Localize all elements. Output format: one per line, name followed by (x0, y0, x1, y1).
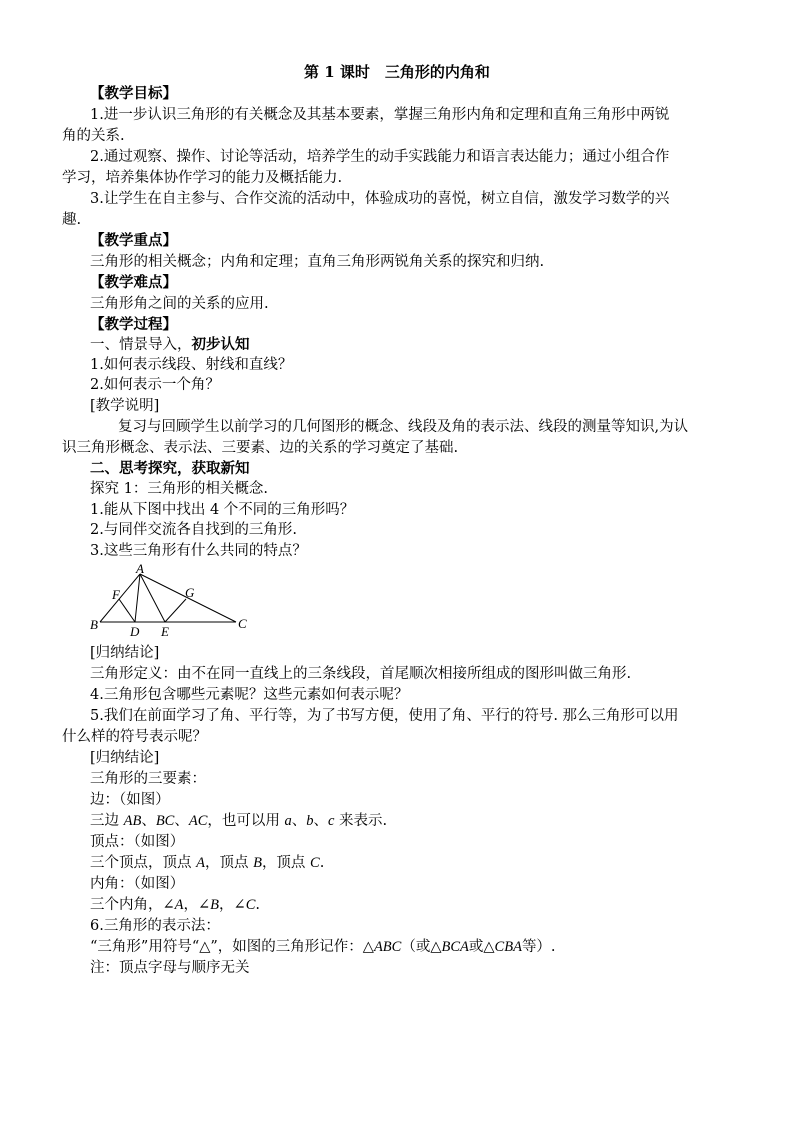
question-4: 4.三角形包含哪些元素呢？这些元素如何表示呢？ (90, 687, 409, 703)
label-b: B (90, 617, 98, 632)
teaching-note-line-2: 识三角形概念、表示法、三要素、边的关系的学习奠定了基础. (62, 440, 459, 456)
section-2-heading: 二、思考探究，获取新知 (90, 460, 250, 477)
remark: 注：顶点字母与顺序无关 (90, 960, 250, 976)
vertices-label: 顶点：（如图） (90, 834, 185, 850)
notation-text: “三角形”用符号“△”，如图的三角形记作：△ABC（或△BCA或△CBA等）. (90, 939, 556, 955)
difficulties-text: 三角形角之间的关系的应用. (90, 296, 269, 312)
label-d: D (130, 624, 140, 639)
teaching-note-label: [教学说明] (90, 398, 160, 414)
label-f: F (112, 587, 120, 602)
conclusion-1-label: [归纳结论] (90, 645, 160, 661)
triangle-definition: 三角形定义：由不在同一直线上的三条线段，首尾顺次相接所组成的图形叫做三角形. (90, 666, 632, 682)
question-5-line-2: 什么样的符号表示呢？ (62, 729, 207, 745)
three-elements: 三角形的三要素： (90, 771, 206, 787)
teaching-note-line-1: 复习与回顾学生以前学习的几何图形的概念、线段及角的表示法、线段的测量等知识,为认 (118, 419, 689, 435)
explore-1: 探究 1：三角形的相关概念. (90, 481, 268, 497)
key-points-text: 三角形的相关概念；内角和定理；直角三角形两锐角关系的探究和归纳. (90, 254, 545, 270)
sides-label: 边：（如图） (90, 792, 170, 808)
objective-1-line-2: 角的关系. (62, 128, 125, 144)
objectives-heading: 【教学目标】 (90, 85, 177, 102)
objective-3-line-1: 3.让学生在自主参与、合作交流的活动中，体验成功的喜悦，树立自信，激发学习数学的兴 (90, 191, 670, 207)
vertices-text: 三个顶点，顶点 A，顶点 B，顶点 C. (90, 855, 325, 871)
segment-fd (119, 599, 135, 622)
label-g: G (185, 585, 195, 600)
explore-question-2: 2.与同伴交流各自找到的三角形. (90, 522, 297, 538)
sides-text: 三边 AB、BC、AC，也可以用 a、b、c 来表示. (90, 813, 388, 829)
segment-ge (165, 599, 186, 622)
objective-1-line-1: 1.进一步认识三角形的有关概念及其基本要素，掌握三角形内角和定理和直角三角形中两锐 (90, 107, 670, 123)
explore-question-3: 3.这些三角形有什么共同的特点？ (90, 543, 307, 559)
triangle-figure (86, 562, 256, 642)
question-5-line-1: 5.我们在前面学习了角、平行等，为了书写方便，使用了角、平行的符号. 那么三角形可以用 (90, 708, 679, 724)
question-1: 1.如何表示线段、射线和直线？ (90, 357, 293, 373)
objective-2-line-1: 2.通过观察、操作、讨论等活动，培养学生的动手实践能力和语言表达能力；通过小组合作 (90, 149, 670, 165)
question-6: 6.三角形的表示法： (90, 918, 220, 934)
label-a: A (136, 562, 144, 576)
segment-ab (100, 574, 140, 622)
explore-question-1: 1.能从下图中找出 4 个不同的三角形吗？ (90, 502, 355, 518)
page-title: 第 1 课时 三角形的内角和 (304, 63, 490, 81)
section-1-heading (90, 335, 250, 355)
objective-3-line-2: 趣. (62, 212, 82, 228)
label-e: E (161, 624, 169, 639)
conclusion-2-label: [归纳结论] (90, 750, 160, 766)
label-c: C (238, 616, 247, 631)
section-1-prefix: 一、情景导入， (90, 337, 192, 353)
key-points-heading: 【教学重点】 (90, 232, 177, 249)
difficulties-heading: 【教学难点】 (90, 274, 177, 291)
objective-2-line-2: 学习，培养集体协作学习的能力及概括能力. (62, 170, 343, 186)
segment-ad (135, 574, 140, 622)
angles-text: 三个内角，∠A，∠B，∠C. (90, 897, 260, 913)
section-1-bold: 初步认知 (191, 336, 250, 353)
process-heading: 【教学过程】 (90, 316, 177, 333)
angles-label: 内角：（如图） (90, 876, 185, 892)
question-2: 2.如何表示一个角？ (90, 377, 220, 393)
segment-ae (140, 574, 165, 622)
